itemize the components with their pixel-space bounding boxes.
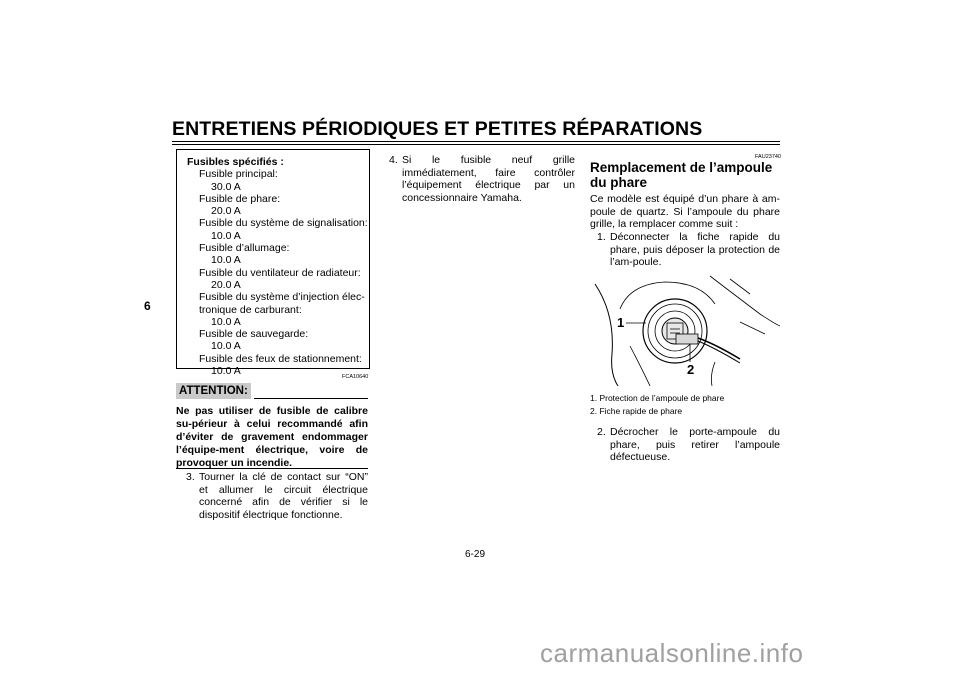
step-number: 2. [597, 426, 606, 438]
attention-code: FCA10640 [342, 374, 369, 380]
figure-caption-1: 1. Protection de l’ampoule de phare [590, 393, 725, 403]
headlight-figure [590, 274, 780, 386]
attention-rule [254, 398, 368, 399]
headlight-illustration [590, 274, 780, 386]
fuse-line: Fusible du ventilateur de radiateur: [199, 266, 361, 279]
fuse-line: 30.0 A [211, 180, 241, 193]
header-rule [172, 141, 780, 142]
fuse-line: Fusible de sauvegarde: [199, 328, 309, 341]
watermark: carmanualsonline.info [540, 638, 804, 668]
step-number: 1. [597, 231, 606, 243]
fuse-line: tronique de carburant: [199, 303, 302, 316]
step-number: 3. [186, 471, 195, 483]
step-1 [597, 231, 780, 269]
section-title: Remplacement de l’ampoule du phare [590, 160, 773, 190]
step-number: 4. [389, 154, 398, 166]
fuse-line: 10.0 A [211, 229, 241, 242]
fuse-line: Fusible du système de signalisation: [199, 217, 368, 230]
step-text: Décrocher le porte-ampoule du phare, puis retirer l’ampoule défectueuse. [610, 426, 780, 464]
fuse-line: Fusible de phare: [199, 192, 281, 205]
fuse-line: 20.0 A [211, 278, 241, 291]
callout-2: 2 [687, 362, 695, 377]
step-text: Tourner la clé de contact sur “ON” et allumer le circuit électrique concerné afin de vérifier si le dispositif électrique fonctionne. [199, 471, 368, 521]
attention-text: Ne pas utiliser de fusible de calibre su-périeur à celui recommandé afin d’éviter de gravement endommager l’équipe-ment électrique, voire de provoquer un incendie. [176, 405, 368, 469]
fuse-line: Fusible du système d’injection élec- [199, 291, 365, 304]
attention-badge: ATTENTION: [176, 383, 251, 399]
callout-1: 1 [617, 315, 625, 330]
step-3 [186, 471, 368, 521]
attention-bottom-rule [176, 468, 368, 469]
fuse-line: 10.0 A [211, 315, 241, 328]
fuse-line: 10.0 A [211, 365, 241, 378]
section-code: FAU23740 [755, 154, 781, 160]
fuse-line: Fusible principal: [199, 168, 278, 181]
fuse-line: Fusible des feux de stationnement: [199, 352, 362, 365]
chapter-tab: 6 [144, 299, 151, 313]
step-text: Si le fusible neuf grille immédiatement, faire contrôler l’équipement électrique par un concessionnaire Yamaha. [402, 154, 575, 204]
header-rule-secondary [172, 144, 780, 145]
page-number: 6-29 [465, 549, 486, 560]
figure-caption-2: 2. Fiche rapide de phare [590, 406, 683, 416]
fuse-spec-heading: Fusibles spécifiés : [187, 156, 284, 168]
fuse-line: 10.0 A [211, 340, 241, 353]
page-title: ENTRETIENS PÉRIODIQUES ET PETITES RÉPARATIONS [172, 118, 703, 140]
step-text: Déconnecter la fiche rapide du phare, puis déposer la protection de l’am-poule. [610, 231, 780, 269]
step-2 [597, 426, 780, 464]
fuse-spec-list [187, 156, 368, 377]
step-4 [389, 154, 575, 204]
section-intro: Ce modèle est équipé d’un phare à am-poule de quartz. Si l’ampoule du phare grille, la remplacer comme suit : [590, 193, 780, 231]
fuse-line: Fusible d’allumage: [199, 242, 290, 255]
fuse-line: 20.0 A [211, 205, 241, 218]
fuse-line: 10.0 A [211, 254, 241, 267]
